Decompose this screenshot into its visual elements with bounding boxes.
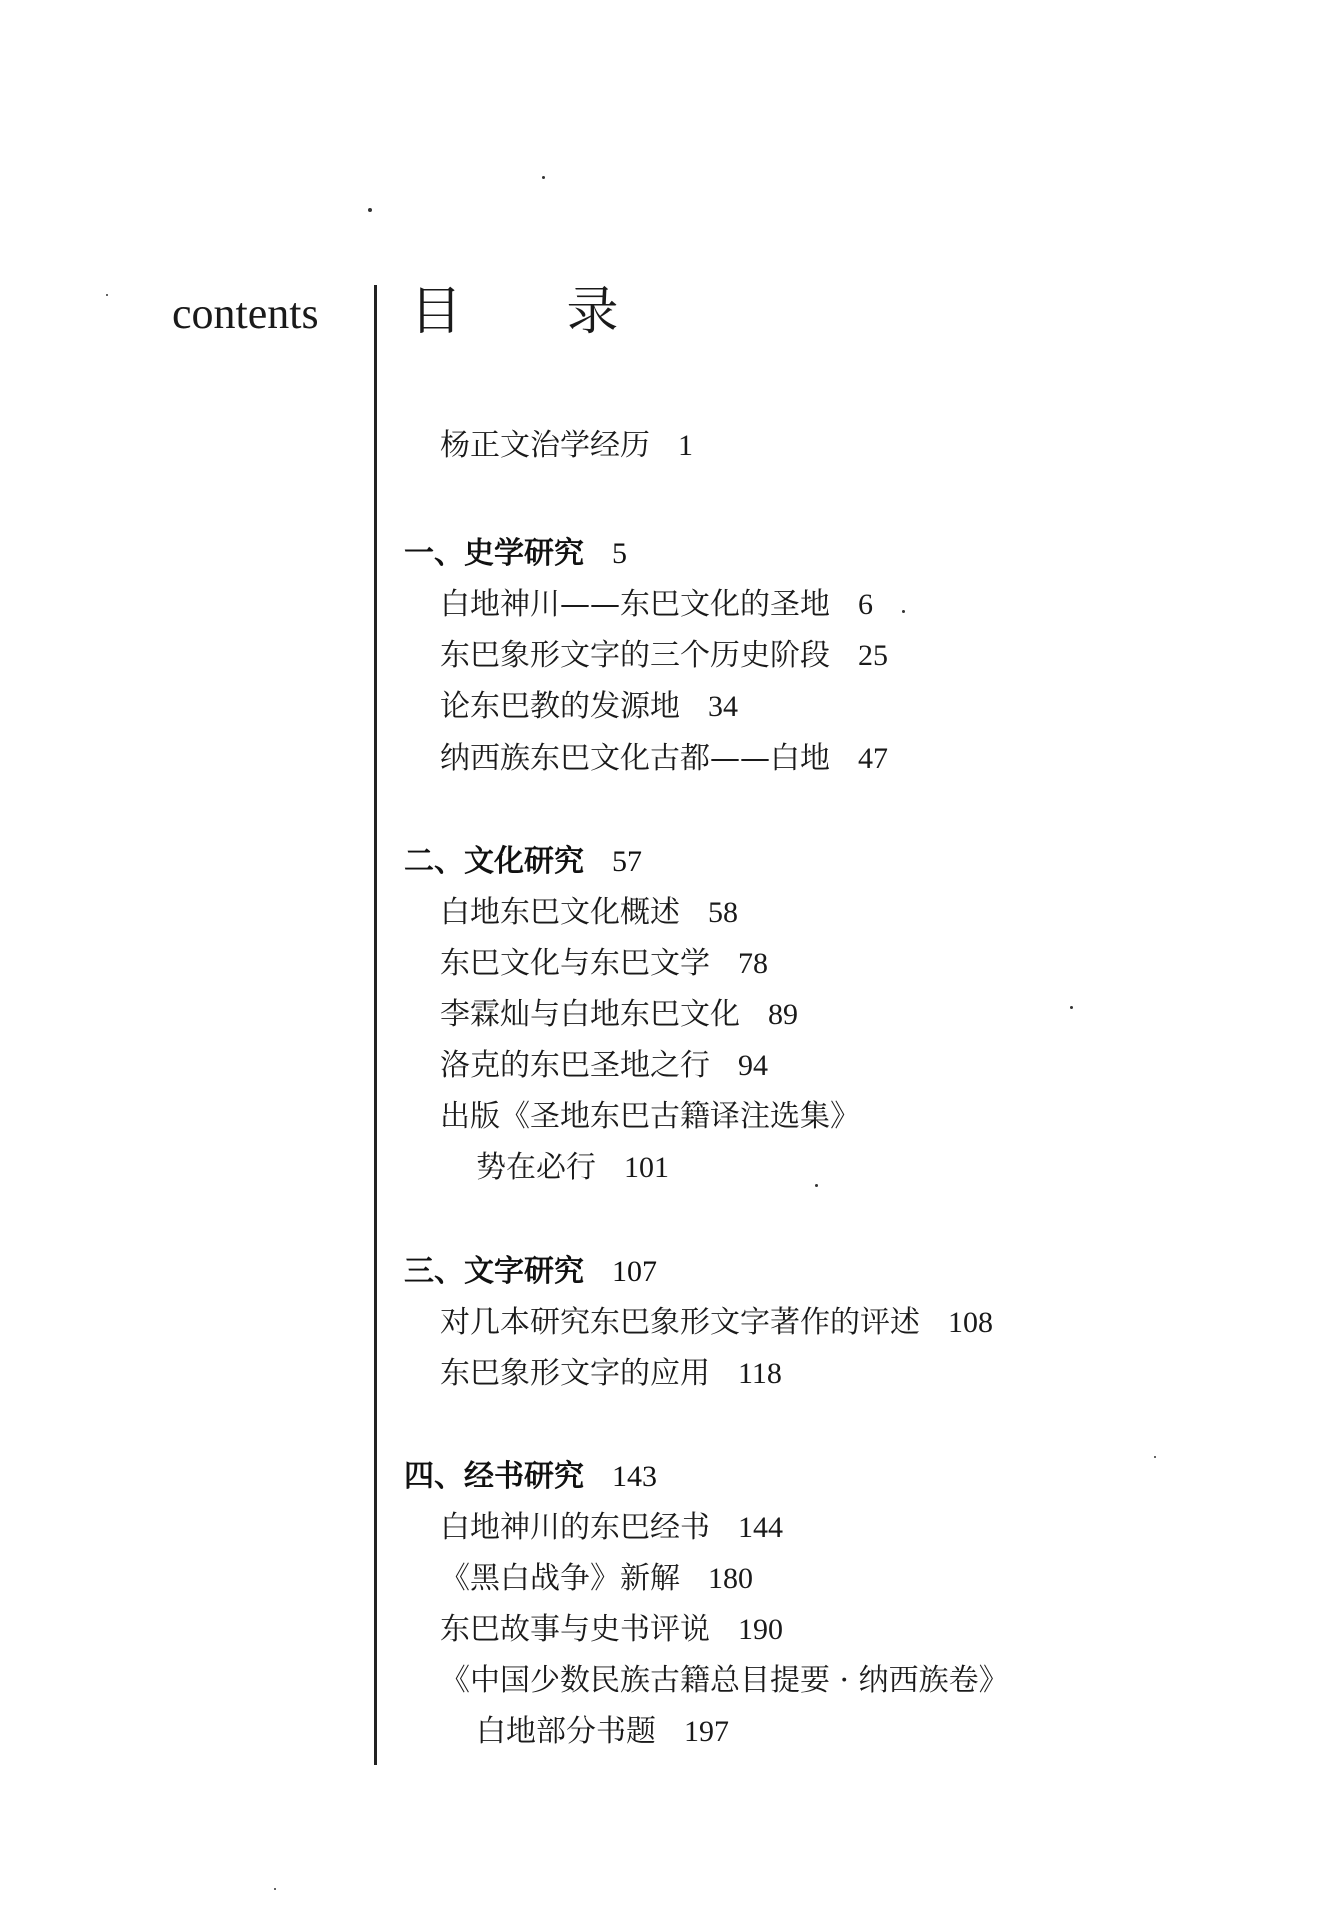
scan-speck xyxy=(106,294,108,296)
toc-entry xyxy=(440,1610,783,1650)
contents-label: contents xyxy=(172,289,319,338)
toc-entry-title: 东巴象形文字的三个历史阶段 xyxy=(440,638,830,673)
toc-entry-title: 纳西族东巴文化古都——白地 xyxy=(440,741,830,776)
toc-entry xyxy=(440,1559,753,1599)
toc-entry xyxy=(440,1046,768,1086)
toc-entry-title: 东巴故事与史书评说 xyxy=(440,1612,710,1647)
section-title: 二、文化研究 xyxy=(404,844,584,879)
toc-entry xyxy=(440,1303,993,1343)
toc-entry xyxy=(440,687,738,727)
scan-speck xyxy=(542,176,545,179)
toc-entry-page: 58 xyxy=(708,896,738,929)
toc-entry-title: 对几本研究东巴象形文字著作的评述 xyxy=(440,1305,920,1340)
toc-entry-preface xyxy=(440,426,693,466)
toc-entry-page: 89 xyxy=(768,998,798,1031)
page-title: 目 录 xyxy=(410,282,663,342)
section-title: 三、文字研究 xyxy=(404,1254,584,1289)
toc-entry-title: 洛克的东巴圣地之行 xyxy=(440,1048,710,1083)
toc-entry-title: 势在必行 xyxy=(476,1150,596,1185)
toc-entry-page: 180 xyxy=(708,1562,753,1595)
toc-entry xyxy=(440,636,888,676)
scan-speck xyxy=(1154,1456,1156,1458)
toc-entry-page: 78 xyxy=(738,947,768,980)
toc-entry-page: 118 xyxy=(738,1357,782,1390)
toc-entry xyxy=(440,1097,860,1137)
toc-entry xyxy=(440,739,888,779)
toc-entry-page: 34 xyxy=(708,690,738,723)
toc-entry-title: 东巴文化与东巴文学 xyxy=(440,946,710,981)
toc-entry-title: 东巴象形文字的应用 xyxy=(440,1356,710,1391)
toc-entry-page: 190 xyxy=(738,1613,783,1646)
toc-entry-title: 白地神川的东巴经书 xyxy=(440,1510,710,1545)
toc-entry-page: 47 xyxy=(858,742,888,775)
toc-entry-page: 6 xyxy=(858,588,873,621)
toc-entry xyxy=(440,585,873,625)
toc-entry xyxy=(440,1508,783,1548)
scan-speck xyxy=(815,1184,818,1187)
toc-entry xyxy=(440,995,798,1035)
toc-entry-title: 杨正文治学经历 xyxy=(440,428,650,463)
toc-entry-title: 白地东巴文化概述 xyxy=(440,895,680,930)
toc-entry-page: 144 xyxy=(738,1511,783,1544)
toc-entry-page: 101 xyxy=(624,1151,669,1184)
toc-entry-title: 论东巴教的发源地 xyxy=(440,689,680,724)
toc-entry-page: 1 xyxy=(678,429,693,462)
toc-entry-title: 《黑白战争》新解 xyxy=(440,1561,680,1596)
vertical-divider xyxy=(374,285,377,1765)
toc-entry-page: 197 xyxy=(684,1715,729,1748)
section-page: 5 xyxy=(612,537,627,570)
toc-entry xyxy=(440,893,738,933)
scan-speck xyxy=(902,610,905,613)
section-title: 四、经书研究 xyxy=(404,1459,584,1494)
toc-entry xyxy=(440,944,768,984)
toc-entry-title: 白地部分书题 xyxy=(476,1714,656,1749)
toc-section-heading xyxy=(404,534,627,574)
scan-speck xyxy=(1070,1006,1073,1009)
toc-section-heading xyxy=(404,1252,657,1292)
scan-speck xyxy=(368,208,372,212)
section-page: 107 xyxy=(612,1255,657,1288)
scan-speck xyxy=(274,1888,276,1890)
toc-entry-continuation xyxy=(476,1148,669,1188)
toc-entry-title: 白地神川——东巴文化的圣地 xyxy=(440,587,830,622)
toc-entry-title: 李霖灿与白地东巴文化 xyxy=(440,997,740,1032)
toc-entry-page: 108 xyxy=(948,1306,993,1339)
section-title: 一、史学研究 xyxy=(404,536,584,571)
toc-entry-title: 出版《圣地东巴古籍译注选集》 xyxy=(440,1099,860,1134)
section-page: 57 xyxy=(612,845,642,878)
toc-section-heading xyxy=(404,842,642,882)
section-page: 143 xyxy=(612,1460,657,1493)
toc-entry xyxy=(440,1661,1009,1701)
toc-entry-title: 《中国少数民族古籍总目提要 · 纳西族卷》 xyxy=(440,1663,1009,1698)
toc-entry-continuation xyxy=(476,1712,729,1752)
toc-section-heading xyxy=(404,1457,657,1497)
toc-entry xyxy=(440,1354,782,1394)
toc-entry-page: 25 xyxy=(858,639,888,672)
toc-entry-page: 94 xyxy=(738,1049,768,1082)
